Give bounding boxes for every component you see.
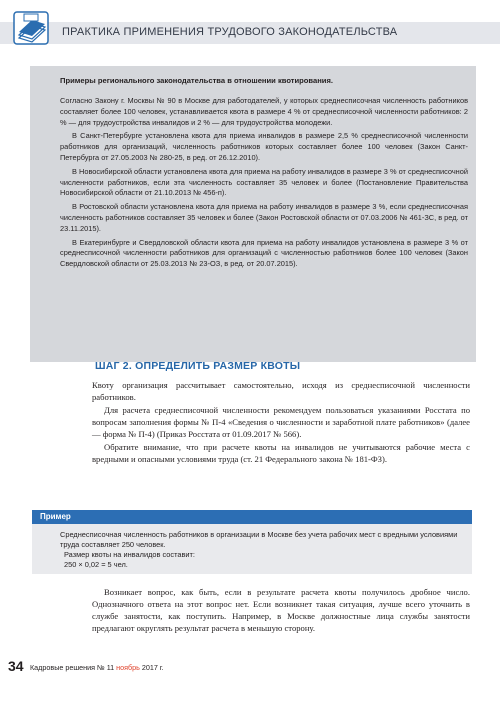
- example-header-bar: [32, 510, 472, 524]
- footer-month: ноябрь: [116, 663, 140, 672]
- page-header: [0, 0, 500, 52]
- regional-examples-box: [30, 66, 476, 362]
- example-label: Пример: [40, 512, 71, 521]
- example-formula: 250 × 0,02 = 5 чел.: [64, 560, 128, 569]
- page-number: 34: [8, 658, 24, 674]
- footer-issue: [30, 663, 164, 672]
- example-line: Среднесписочная численность работников в организации в Москве без учета рабочих мест с вредными условиями труда составляет 250 человек.: [60, 530, 458, 549]
- closing-paragraph: Возникает вопрос, как быть, если в результате расчета квоты получилось дробное число. Однозначного ответа на этот вопрос нет. Если возникнет такая ситуация, лучше всего уточнить в службе занятости, как поступить. Например, в Москве должностные лица службы занятости предлагают округлять результат расчета в меньшую сторону.: [92, 587, 470, 633]
- paragraph-rostov: В Ростовской области установлена квота для приема на работу инвалидов в размере 3 %, если среднесписочная численность работников составляет 35 человек и более (Закон Ростовской области от 07.03.2006 № 461-ЗС, в ред. от 23.11.2015).: [60, 202, 468, 233]
- paragraph-ekaterinburg: В Екатеринбурге и Свердловской области квота для приема на работу инвалидов установлена в размере 3 % от среднесписочной численности работников для организаций с численностью работников более 100 человек (Закон Свердловской области от 25.03.2013 № 23-ОЗ, в ред. от 20.07.2015).: [60, 237, 468, 269]
- footer-year: 2017 г.: [141, 663, 164, 672]
- step-paragraph: Квоту организация рассчитывает самостоятельно, исходя из среднесписочной численности работников.: [92, 380, 470, 402]
- footer-magazine: Кадровые решения № 11: [30, 663, 115, 672]
- step-body: [92, 379, 470, 466]
- step-paragraph: Для расчета среднесписочной численности рекомендуем пользоваться указаниями Росстата по вопросам заполнения формы № П-4 «Сведения о численности и заработной плате работников» (далее — форма № П-4) (Приказ Росстата от 01.09.2017 № 566).: [92, 405, 470, 439]
- regional-examples-text: [60, 96, 468, 273]
- example-line: Размер квоты на инвалидов составит:: [64, 550, 195, 559]
- paragraph-moscow: Согласно Закону г. Москвы № 90 в Москве для работодателей, у которых среднесписочная численность работников составляет более 100 человек, устанавливается квота в размере 4 % от среднесписочной численности работников: 2 % — для трудоустройства инвалидов и 2 % — для трудоустройства молодежи.: [60, 96, 468, 127]
- regional-examples-heading: Примеры регионального законодательства в отношении квотирования.: [60, 76, 334, 85]
- step-paragraph: Обратите внимание, что при расчете квоты на инвалидов не учитываются рабочие места с вредными и опасными условиями труда (ст. 21 Федерального закона № 181-ФЗ).: [92, 442, 470, 464]
- paragraph-spb: В Санкт-Петербурге установлена квота для приема инвалидов в размере 2,5 % среднесписочной численности работников для организаций, численность работников которых составляет более 100 человек (Закон Санкт-Петербурга от 27.05.2003 № 280-25, в ред. от 26.12.2010).: [60, 131, 468, 162]
- paragraph-novosibirsk: В Новосибирской области установлена квота для приема на работу инвалидов в размере 3 % от среднесписочной численности работников, если эта численность составляет 35 человек и более (Постановление Правительства Новосибирской области от 21.10.2013 № 456-п).: [60, 166, 468, 198]
- document-stack-icon: [12, 10, 50, 46]
- section-title: ПРАКТИКА ПРИМЕНЕНИЯ ТРУДОВОГО ЗАКОНОДАТЕЛЬСТВА: [62, 26, 398, 38]
- example-text: [60, 530, 460, 570]
- step-heading: ШАГ 2. ОПРЕДЕЛИТЬ РАЗМЕР КВОТЫ: [95, 360, 301, 372]
